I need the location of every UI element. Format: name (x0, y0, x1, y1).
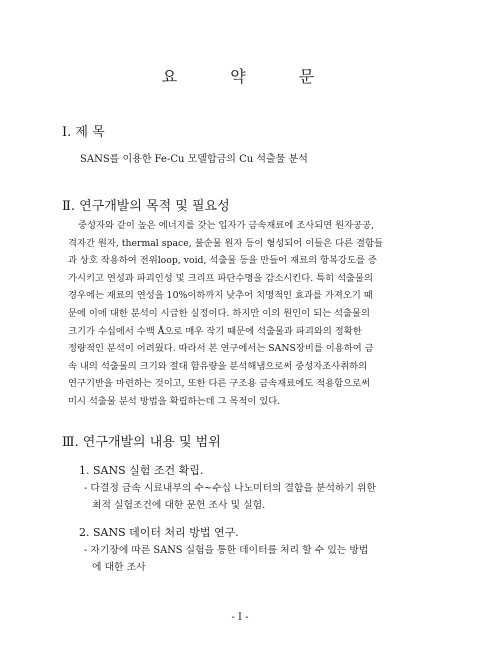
body-line: 과 상호 작용하여 전위loop, void, 석출물 등을 만들어 재료의 항복강도를 증 (68, 255, 377, 267)
list-item-1-sub-2: 최적 실험조건에 대한 문헌 조사 및 실험. (92, 500, 266, 511)
body-line: 문에 이에 대한 분석이 시급한 실정이다. 하지만 이의 원인이 되는 석출물의 (68, 307, 370, 319)
section-1-text: SANS를 이용한 Fe-Cu 모델합금의 Cu 석출물 분석 (80, 154, 308, 165)
section-2-body (68, 217, 428, 411)
body-line: 가시키고 연성과 파괴인성 및 크리프 파단수명을 감소시킨다. 특히 석출물의 (68, 272, 374, 284)
section-3-heading: Ⅲ. 연구개발의 내용 및 범위 (62, 435, 221, 450)
body-line: 속 내의 석출물의 크기와 절대 함유량을 분석해냄으로써 중성자조사취하의 (68, 360, 368, 372)
list-item-1-sub-1: - 다결정 금속 시료내부의 수~수십 나노미터의 결함을 분석하기 위한 (84, 483, 376, 494)
body-line: 크기가 수십에서 수백 Å으로 매우 작기 때문에 석출물과 파괴와의 정확한 (68, 325, 362, 337)
page-number: - I - (231, 612, 249, 623)
body-line: 중성자와 같이 높은 에너지를 갖는 입자가 금속재료에 조사되면 원자공공, (78, 220, 375, 231)
body-line: 격자간 원자, thermal space, 불순물 원자 등이 형성되어 이들은 다른 결함들 (68, 237, 383, 249)
section-2-heading: Ⅱ. 연구개발의 목적 및 필요성 (62, 199, 230, 214)
list-item-1-label: 1. SANS 실험 조건 확립. (79, 464, 204, 477)
section-1-heading: Ⅰ. 제 목 (62, 125, 105, 140)
list-item-2-sub-2: 에 대한 조사 (92, 562, 146, 573)
list-item-2-label: 2. SANS 데이터 처리 방법 연구. (79, 526, 239, 539)
list-item-2-sub-1: - 자기장에 따른 SANS 실험을 통한 데이터를 처리 할 수 있는 방법 (84, 545, 369, 556)
body-line: 미시 석출물 분석 방법을 확립하는데 그 목적이 있다. (68, 395, 281, 407)
body-line: 경우에는 재료의 연성을 10%이하까지 낮추어 치명적인 효과를 가져오기 때 (68, 290, 373, 302)
page-title: 요 약 문 (161, 67, 339, 86)
body-line: 연구기반을 마련하는 것이고, 또한 다른 구조용 금속재료에도 적용함으로써 (68, 378, 371, 390)
body-line: 정량적인 분석이 어려웠다. 따라서 본 연구에서는 SANS장비를 이용하여 금 (68, 343, 374, 355)
